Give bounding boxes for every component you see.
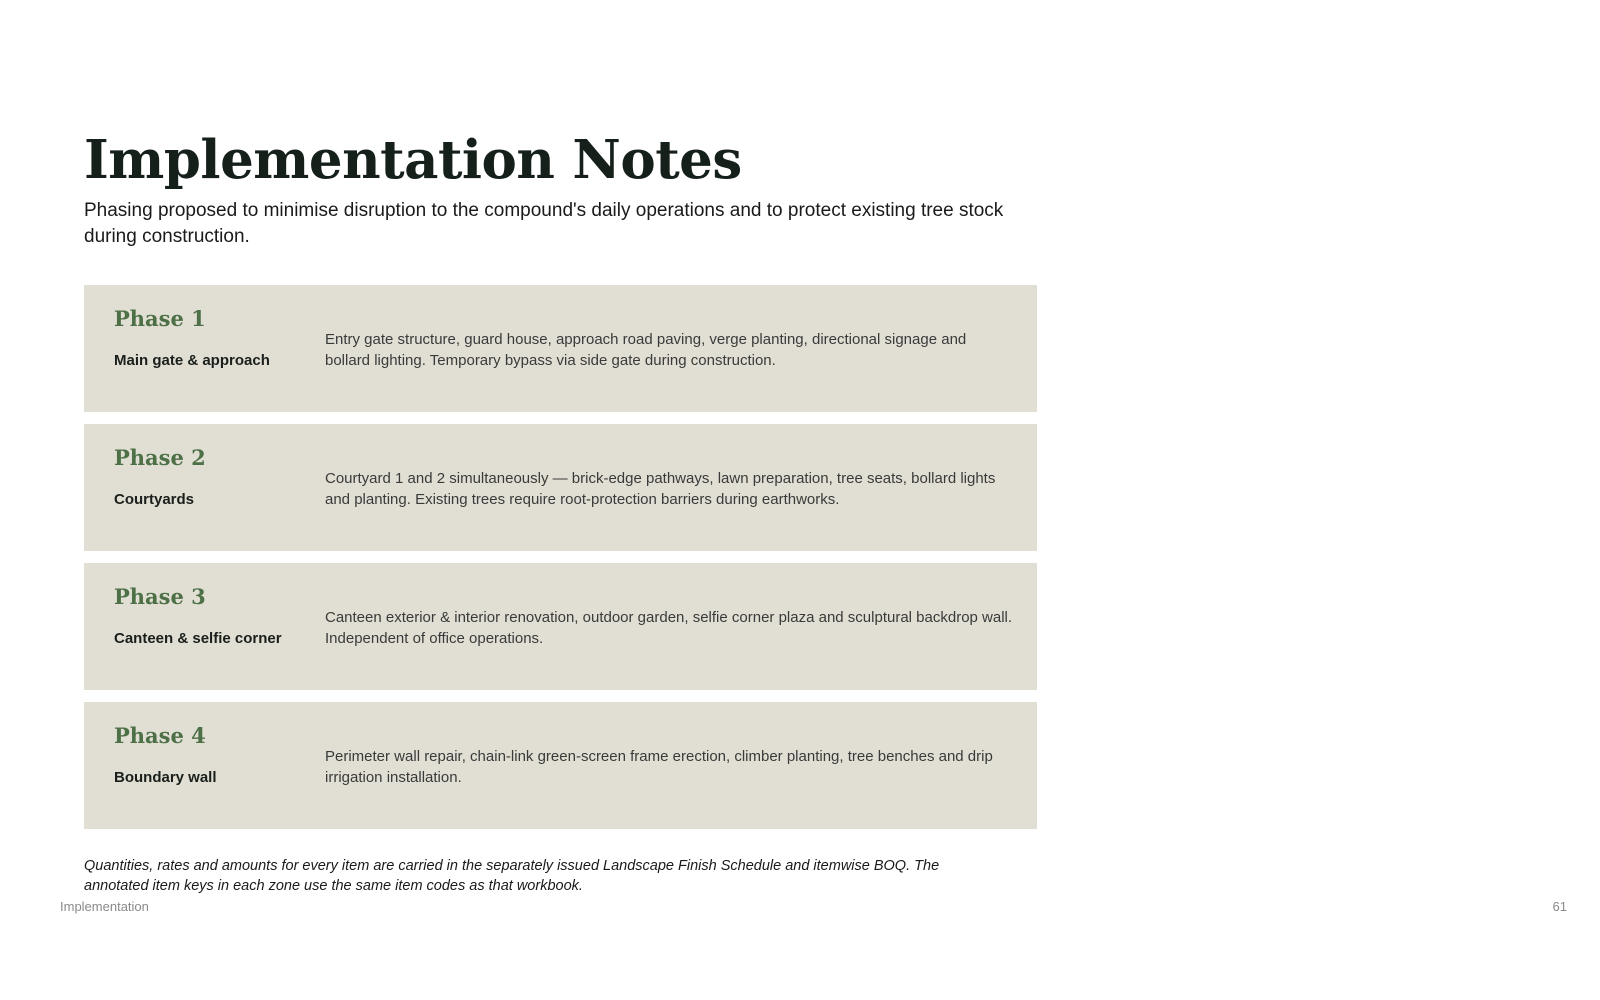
footer-section-label: Implementation bbox=[60, 899, 149, 914]
phase-card-1 bbox=[84, 285, 1037, 412]
phase-label: Phase 3 bbox=[114, 584, 206, 609]
phase-description: Courtyard 1 and 2 simultaneously — brick-edge pathways, lawn preparation, tree seats, bollard lights and planting. Existing trees require root-protection barriers during earthworks. bbox=[325, 470, 996, 508]
phase-description: Entry gate structure, guard house, approach road paving, verge planting, directional signage and bollard lighting. Temporary bypass via side gate during construction. bbox=[325, 331, 967, 369]
phase-name: Courtyards bbox=[114, 491, 195, 508]
phase-description: Canteen exterior & interior renovation, outdoor garden, selfie corner plaza and sculptural backdrop wall. Independent of office operations. bbox=[325, 609, 1013, 647]
phase-label: Phase 1 bbox=[114, 306, 206, 331]
phase-name: Canteen & selfie corner bbox=[114, 630, 282, 647]
phase-label: Phase 4 bbox=[114, 723, 206, 748]
phase-name: Boundary wall bbox=[114, 769, 217, 786]
page-title: Implementation Notes bbox=[84, 129, 742, 191]
phase-description: Perimeter wall repair, chain-link green-screen frame erection, climber planting, tree benches and drip irrigation installation. bbox=[325, 748, 993, 786]
page-subtitle: Phasing proposed to minimise disruption to the compound's daily operations and to protect existing tree stock during construction. bbox=[84, 200, 1004, 247]
footnote: Quantities, rates and amounts for every item are carried in the separately issued Landscape Finish Schedule and itemwise BOQ. The annotated item keys in each zone use the same item codes as that workbook. bbox=[84, 858, 940, 894]
phase-card-4 bbox=[84, 702, 1037, 829]
phase-card-3 bbox=[84, 563, 1037, 690]
phase-label: Phase 2 bbox=[114, 445, 206, 470]
phase-card-2 bbox=[84, 424, 1037, 551]
footer-page-number: 61 bbox=[1552, 899, 1567, 914]
phase-name: Main gate & approach bbox=[114, 352, 270, 369]
